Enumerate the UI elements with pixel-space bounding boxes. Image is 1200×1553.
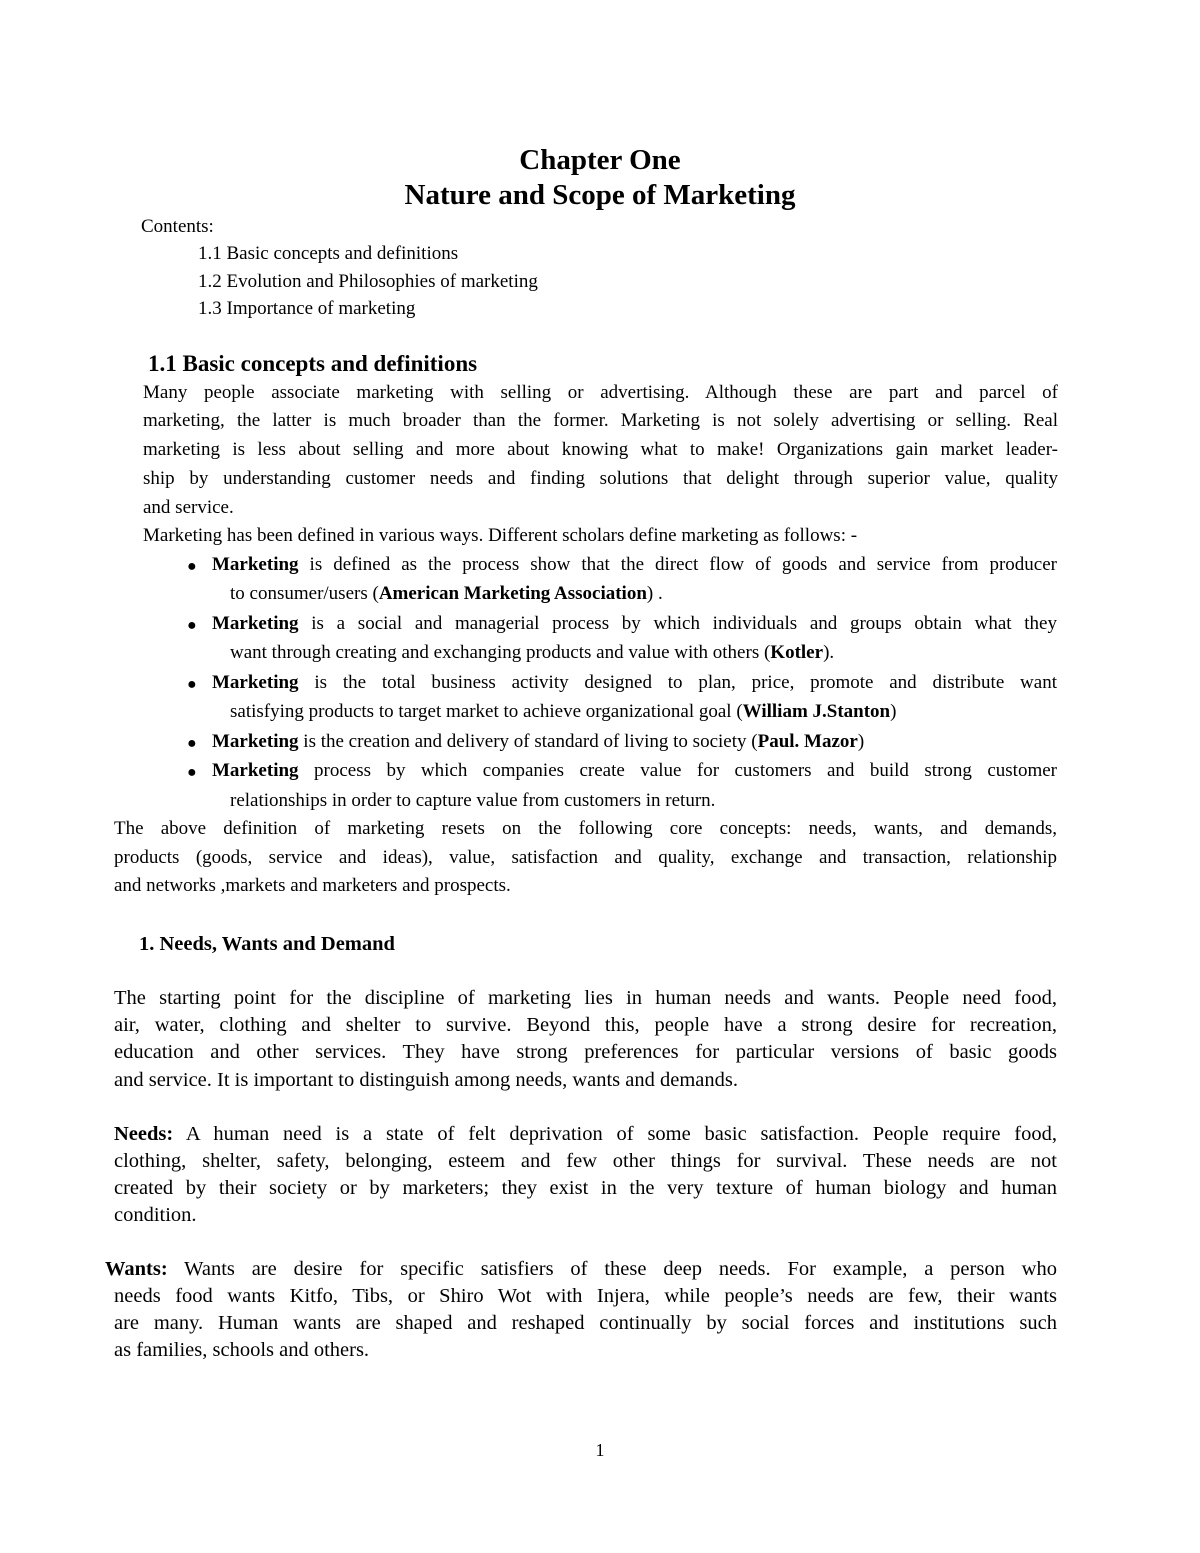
contents-item: 1.1 Basic concepts and definitions bbox=[198, 243, 459, 264]
definition-line bbox=[230, 583, 663, 605]
definition-line bbox=[230, 642, 834, 664]
paragraph-line: marketing is less about selling and more about knowing what to make! Organizations gain market leader- bbox=[143, 439, 1058, 460]
paragraph-line: air, water, clothing and shelter to survive. Beyond this, people have a strong desire for recreation, bbox=[114, 1014, 1057, 1036]
definition-line bbox=[230, 701, 896, 723]
paragraph-line: The starting point for the discipline of marketing lies in human needs and wants. People need food, bbox=[114, 987, 1057, 1009]
paragraph-line: marketing, the latter is much broader than the former. Marketing is not solely advertising or selling. Real bbox=[143, 410, 1058, 431]
definition-line bbox=[212, 760, 1057, 782]
bullet-icon: ● bbox=[187, 676, 197, 693]
paragraph-line: are many. Human wants are shaped and reshaped continually by social forces and institutions such bbox=[114, 1312, 1057, 1334]
definition-text: to consumer/users ( bbox=[230, 583, 379, 604]
paragraph-line: and service. It is important to distinguish among needs, wants and demands. bbox=[114, 1069, 738, 1091]
paragraph-line: Marketing has been defined in various ways. Different scholars define marketing as follows: - bbox=[143, 525, 858, 546]
contents-item: 1.3 Importance of marketing bbox=[198, 298, 416, 319]
paragraph-line: condition. bbox=[114, 1204, 197, 1226]
wants-label: Wants: bbox=[105, 1258, 168, 1280]
subsection-heading: 1. Needs, Wants and Demand bbox=[139, 933, 395, 955]
bullet-icon: ● bbox=[187, 735, 197, 752]
chapter-title: Chapter One bbox=[519, 144, 681, 176]
definition-text: satisfying products to target market to achieve organizational goal ( bbox=[230, 701, 743, 722]
paragraph-line: created by their society or by marketers; they exist in the very texture of human biology and human bbox=[114, 1177, 1057, 1199]
chapter-subtitle: Nature and Scope of Marketing bbox=[404, 179, 796, 211]
definition-text: ) . bbox=[646, 583, 663, 604]
paragraph-line: as families, schools and others. bbox=[114, 1339, 370, 1361]
contents-label: Contents: bbox=[141, 216, 214, 237]
definition-text: is the creation and delivery of standard of living to society ( bbox=[298, 731, 758, 752]
definition-line bbox=[212, 613, 1057, 635]
page-number: 1 bbox=[595, 1440, 605, 1460]
definition-line bbox=[212, 731, 864, 753]
definition-text: ). bbox=[823, 642, 835, 663]
definition-term: Marketing bbox=[212, 672, 299, 693]
definition-term: Marketing bbox=[212, 613, 299, 634]
bullet-icon: ● bbox=[187, 764, 197, 781]
definition-text: ) bbox=[857, 731, 865, 752]
wants-text: Wants are desire for specific satisfiers of these deep needs. For example, a person who bbox=[167, 1258, 1057, 1280]
definition-text: is a social and managerial process by which individuals and groups obtain what they bbox=[298, 613, 1057, 634]
section-heading: 1.1 Basic concepts and definitions bbox=[148, 351, 478, 376]
definition-source: American Marketing Association bbox=[378, 583, 647, 604]
definition-source: William J.Stanton bbox=[742, 701, 891, 722]
paragraph-line bbox=[105, 1257, 1057, 1281]
paragraph-line: The above definition of marketing resets on the following core concepts: needs, wants, and demands, bbox=[114, 818, 1057, 839]
definition-term: Marketing bbox=[212, 760, 299, 781]
needs-text: A human need is a state of felt deprivation of some basic satisfaction. People require food, bbox=[173, 1123, 1057, 1145]
paragraph-line: products (goods, service and ideas), value, satisfaction and quality, exchange and transaction, relationship bbox=[114, 847, 1057, 868]
bullet-icon: ● bbox=[187, 617, 197, 634]
definition-term: Marketing bbox=[212, 731, 299, 752]
paragraph-line: Many people associate marketing with selling or advertising. Although these are part and parcel of bbox=[143, 382, 1058, 403]
paragraph-line: and service. bbox=[143, 497, 234, 518]
definition-text: process by which companies create value for customers and build strong customer bbox=[298, 760, 1057, 781]
paragraph-line: ship by understanding customer needs and finding solutions that delight through superior value, quality bbox=[143, 468, 1058, 489]
paragraph-line: clothing, shelter, safety, belonging, esteem and few other things for survival. These needs are not bbox=[114, 1150, 1057, 1172]
definition-text: is the total business activity designed to plan, price, promote and distribute want bbox=[298, 672, 1057, 693]
definition-line bbox=[212, 672, 1057, 694]
definition-text: ) bbox=[890, 701, 897, 722]
paragraph-line bbox=[114, 1122, 1057, 1146]
definition-text: want through creating and exchanging products and value with others ( bbox=[230, 642, 771, 663]
paragraph-line: and networks ,markets and marketers and prospects. bbox=[114, 875, 511, 896]
definition-line bbox=[212, 554, 1057, 576]
paragraph-line: education and other services. They have strong preferences for particular versions of basic goods bbox=[114, 1041, 1057, 1063]
contents-item: 1.2 Evolution and Philosophies of marketing bbox=[198, 271, 538, 292]
needs-label: Needs: bbox=[114, 1123, 174, 1145]
bullet-icon: ● bbox=[187, 558, 197, 575]
paragraph-line: needs food wants Kitfo, Tibs, or Shiro Wot with Injera, while people’s needs are few, their wants bbox=[114, 1285, 1057, 1307]
definition-line: relationships in order to capture value from customers in return. bbox=[230, 790, 716, 811]
definition-source: Kotler bbox=[770, 642, 824, 663]
definition-source: Paul. Mazor bbox=[757, 731, 858, 752]
definition-term: Marketing bbox=[212, 554, 299, 575]
definition-text: is defined as the process show that the direct flow of goods and service from producer bbox=[298, 554, 1057, 575]
